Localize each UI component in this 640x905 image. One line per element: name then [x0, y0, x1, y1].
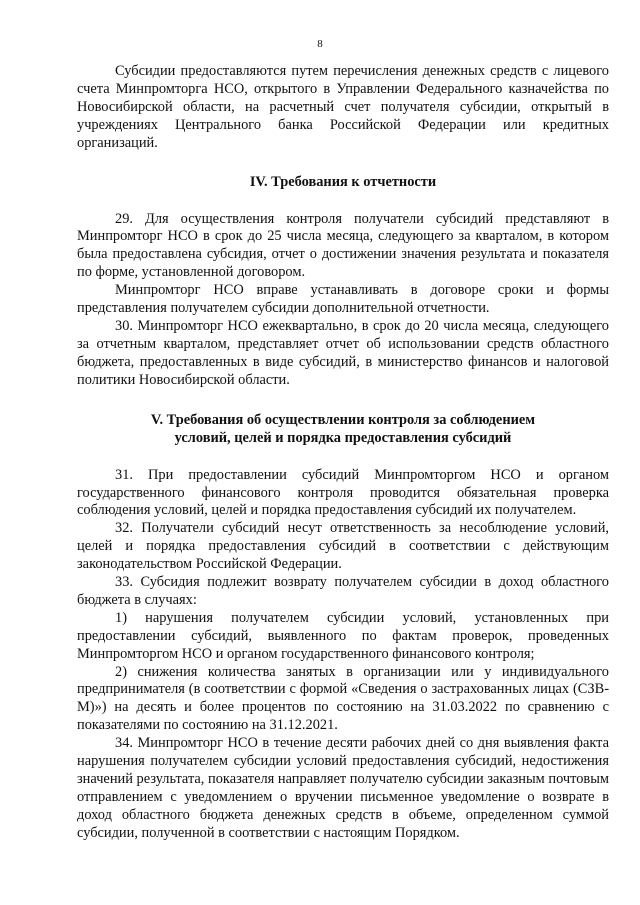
section-heading-reporting: IV. Требования к отчетности — [249, 173, 437, 190]
paragraph-34: 34. Минпромторг НСО в течение десяти рабочих дней со дня выявления факта нарушения получателем субсидии условий предоставления субсидий, недостижения значений результата, показателя направляет получателю субсидии заказным почтовым отправлением с уведомлением о вручении письменное уведомление о возврате в доход областного бюджета денежных средств в объеме, определенном суммой субсидии, полученной в соответствии с настоящим Порядком. — [77, 735, 609, 841]
section-heading-control-line2: условий, целей и порядка предоставления субсидий — [174, 429, 512, 446]
paragraph-transfer-method: Субсидии предоставляются путем перечисления денежных средств с лицевого счета Минпромторга НСО, открытого в Управлении Федерального казначейства по Новосибирской области, на расчетный счет получателя субсидии, открытый в учреждениях Центрального банка Российской Федерации или кредитных организаций. — [77, 63, 609, 151]
paragraph-33-item-2: 2) снижения количества занятых в организации или у индивидуального предпринимателя (в соответствии с формой «Сведения о застрахованных лицах (СЗВ-М)») на десять и более процентов по состоянию на 31.03.2022 по сравнению с показателями по состоянию на 31.12.2021. — [77, 663, 609, 734]
section-heading-control-line1: V. Требования об осуществлении контроля за соблюдением — [150, 411, 536, 428]
paragraph-33-item-1: 1) нарушения получателем субсидии условий, установленных при предоставлении субсидий, выявленного по фактам проверок, проведенных Минпромторгом НСО и органом государственного финансового контроля; — [77, 609, 609, 662]
paragraph-29: 29. Для осуществления контроля получатели субсидий представляют в Минпромторг НСО в срок до 25 числа месяца, следующего за кварталом, в котором была предоставлена субсидия, отчет о достижении значения результата и показателя по форме, установленной договором. — [77, 210, 609, 281]
paragraph-32: 32. Получатели субсидий несут ответственность за несоблюдение условий, целей и порядка предоставления субсидий в соответствии с действующим законодательством Российской Федерации. — [77, 520, 609, 573]
paragraph-30: 30. Минпромторг НСО ежеквартально, в срок до 20 числа месяца, следующего за отчетным кварталом, представляет отчет об использовании средств областного бюджета, предоставленных в виде субсидий, в министерство финансов и налоговой политики Новосибирской области. — [77, 317, 609, 388]
paragraph-additional-reporting: Минпромторг НСО вправе устанавливать в договоре сроки и формы представления получателем субсидии дополнительной отчетности. — [77, 282, 609, 317]
page-content — [77, 63, 609, 843]
section-heading-control — [77, 411, 609, 447]
page-number: 8 — [317, 38, 323, 50]
paragraph-33: 33. Субсидия подлежит возврату получателем субсидии в доход областного бюджета в случаях: — [77, 574, 609, 608]
paragraph-31: 31. При предоставлении субсидий Минпромторгом НСО и органом государственного финансового контроля проводится обязательная проверка соблюдения условий, целей и порядка предоставления субсидий их получателем. — [77, 466, 609, 519]
